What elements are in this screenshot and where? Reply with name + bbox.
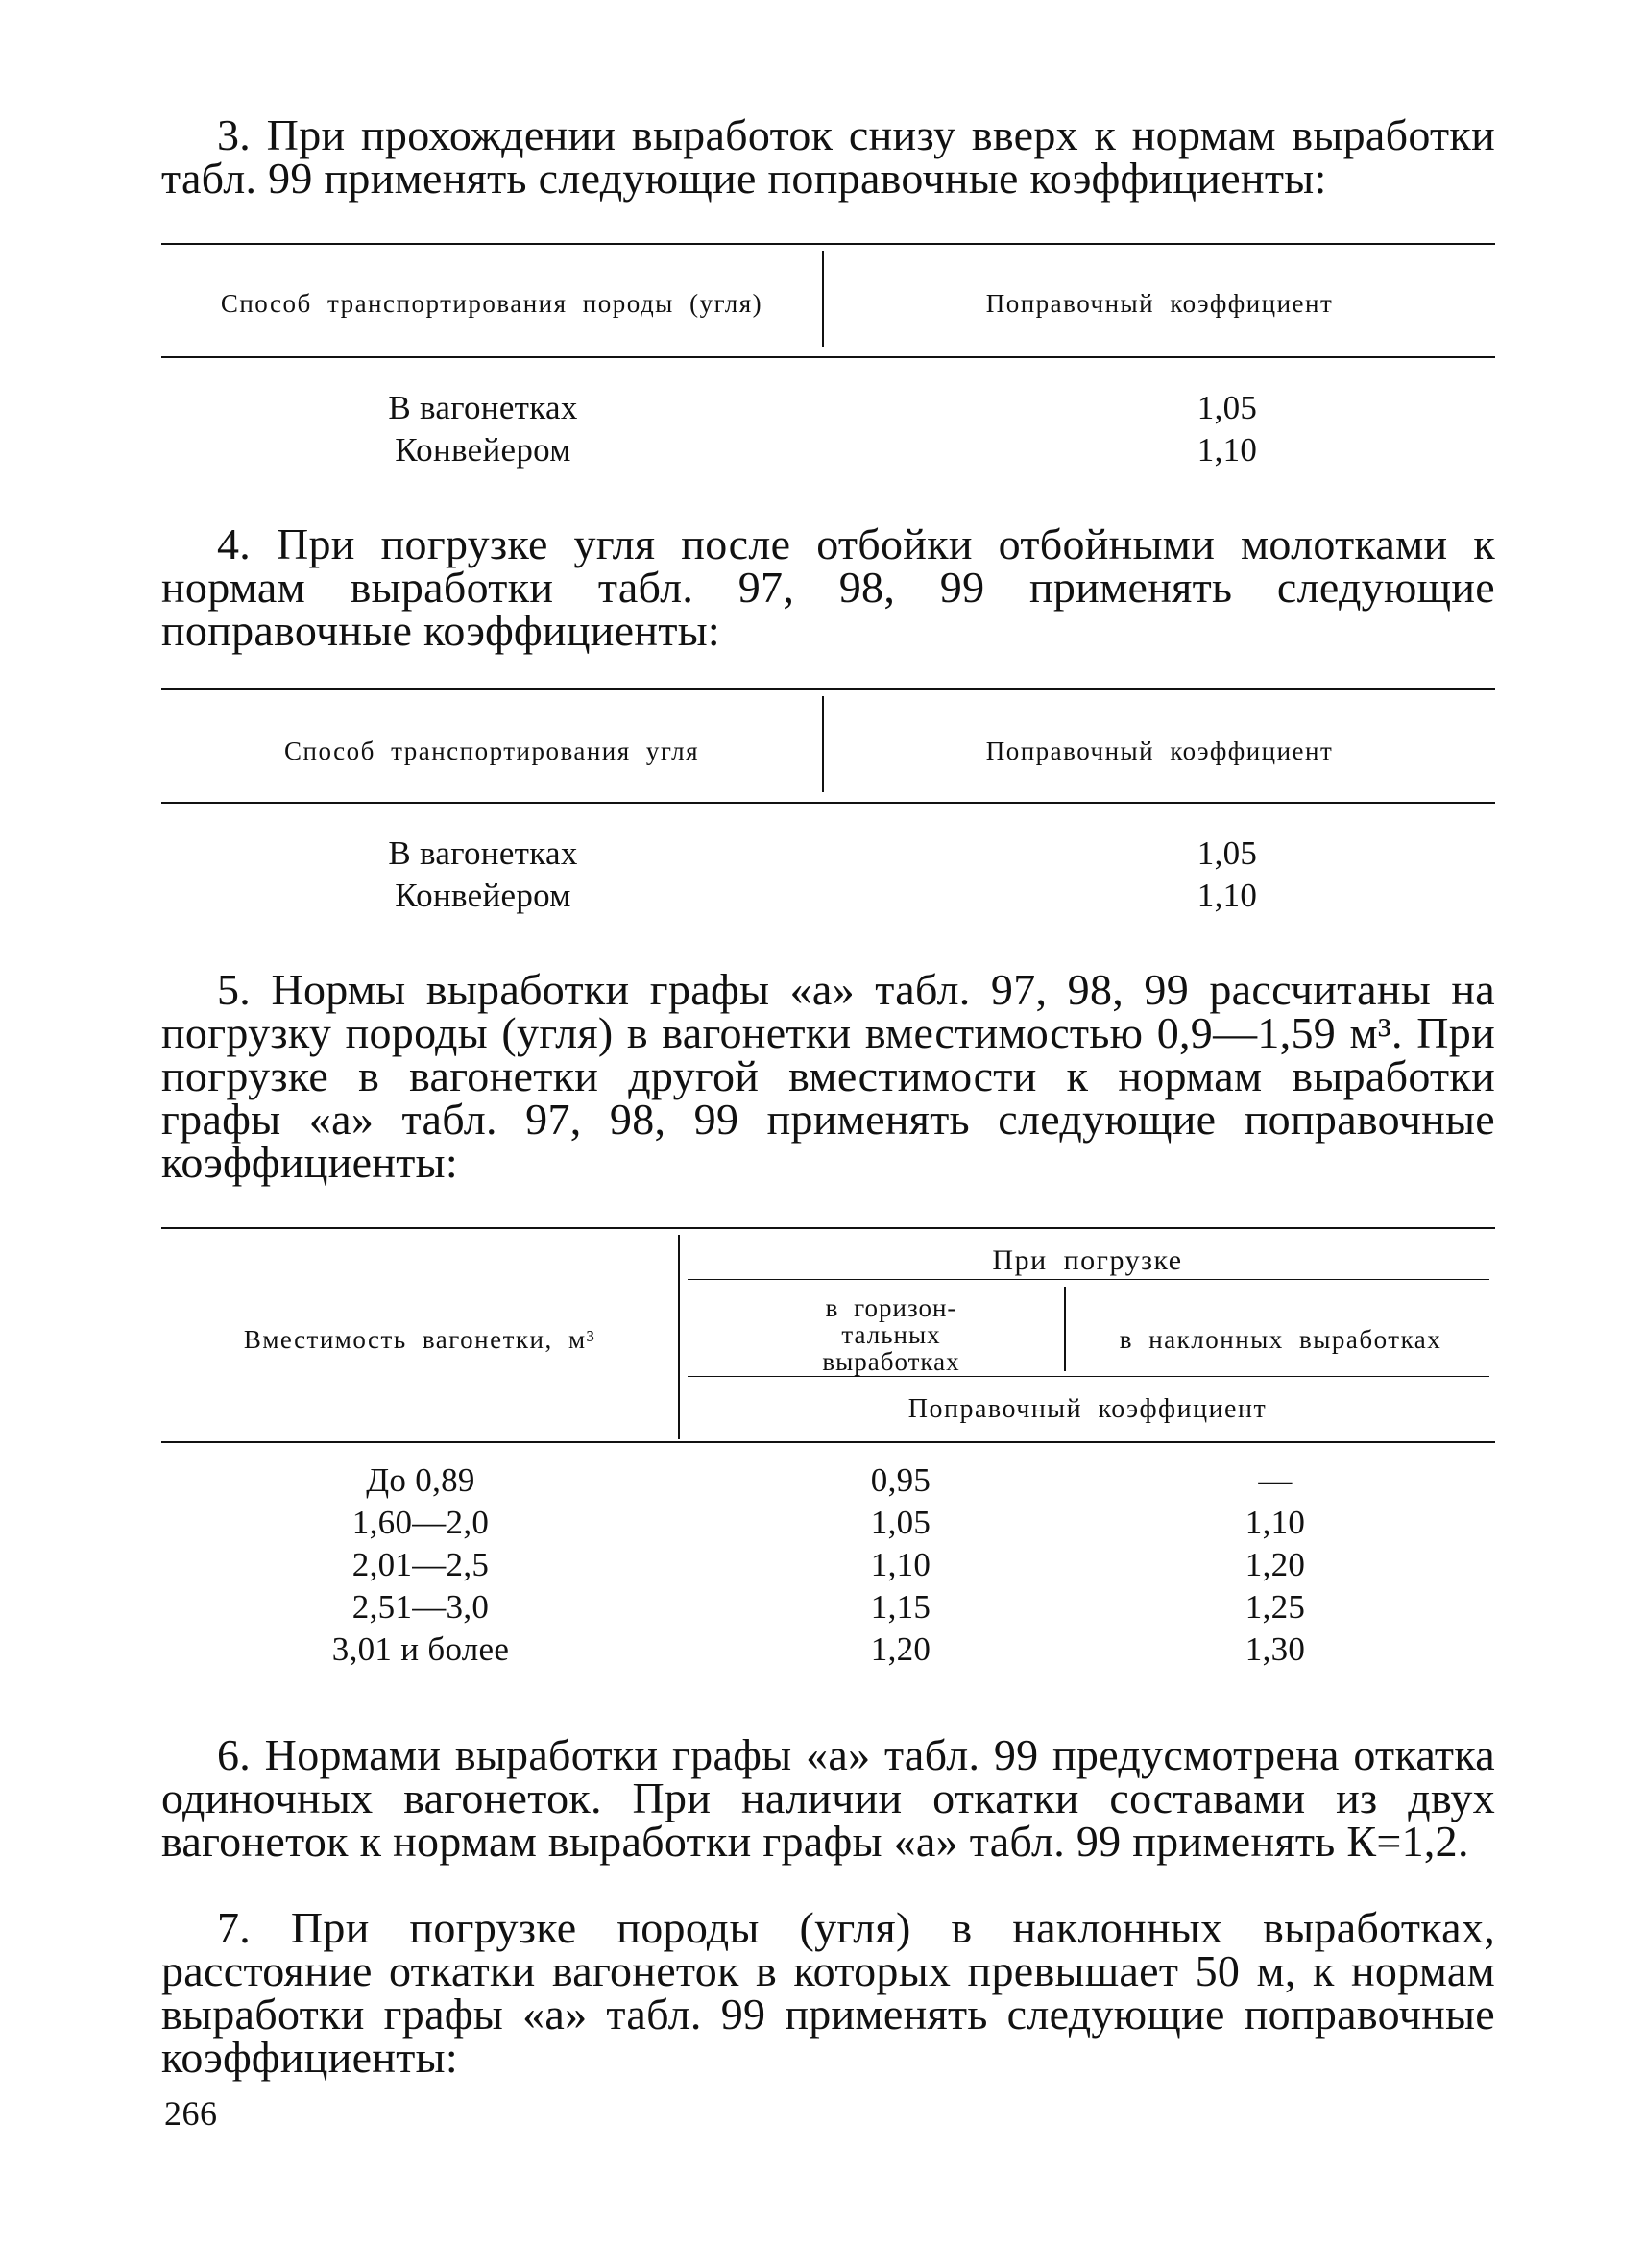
- table-top-rule: [161, 243, 1495, 245]
- table-cell: 1,20: [1245, 1546, 1306, 1583]
- table-cell: —: [1258, 1461, 1293, 1499]
- paragraph-5: 5. Нормы выработки графы «а» табл. 97, 98, 99 рассчитаны на погрузку породы (угля) в вагонетки вместимостью 0,9—1,59 м³. При погрузке в вагонетки другой вместимости к нормам выработки графы «а» табл. 97, 98, 99 применять следующие поправочные коэффициенты:: [161, 965, 1495, 1187]
- table-cell: Конвейером: [395, 877, 571, 914]
- table-cell: 1,30: [1245, 1630, 1306, 1668]
- subheader-rule: [688, 1376, 1489, 1377]
- table-cell: Конвейером: [395, 431, 571, 469]
- paragraph-4: 4. При погрузке угля после отбойки отбойными молотками к нормам выработки табл. 97, 98, 99 применять следующие поправочные коэффициенты:: [161, 519, 1495, 655]
- table-cell: В вагонетках: [388, 834, 578, 872]
- group-header-loading: При погрузке: [992, 1244, 1183, 1276]
- table-cell: 1,20: [870, 1630, 931, 1668]
- column-header-transport-method: Способ транспортирования породы (угля): [220, 289, 763, 318]
- table-header-rule: [161, 1441, 1495, 1443]
- table-top-rule: [161, 1227, 1495, 1229]
- table-cell: 1,10: [870, 1546, 931, 1583]
- table-cell: 2,51—3,0: [351, 1588, 490, 1626]
- table-cell: 3,01 и более: [331, 1630, 510, 1668]
- table-header-rule: [161, 356, 1495, 358]
- group-header-rule: [688, 1279, 1489, 1280]
- column-header-coefficient: Поправочный коэффициент: [985, 736, 1334, 765]
- table-4: [161, 688, 1495, 929]
- table-header-rule: [161, 802, 1495, 804]
- table-3: [161, 243, 1495, 483]
- subheader-inclined: в наклонных выработках: [1119, 1325, 1442, 1354]
- column-header-transport-method: Способ транспортирования угля: [283, 736, 700, 765]
- column-header-capacity: Вместимость вагонетки, м³: [243, 1325, 596, 1354]
- table-cell: 1,10: [1197, 431, 1258, 469]
- paragraph-3: 3. При прохождении выработок снизу вверх к нормам выработки табл. 99 применять следующие поправочные коэффициенты:: [161, 110, 1495, 203]
- table-cell: 1,25: [1245, 1588, 1306, 1626]
- paragraph-6: 6. Нормами выработки графы «а» табл. 99 предусмотрена откатка одиночных вагонеток. При наличии откатки составами из двух вагонеток к нормам выработки графы «а» табл. 99 применять К=1,2.: [161, 1730, 1495, 1866]
- table-5: [161, 1227, 1495, 1698]
- table-top-rule: [161, 688, 1495, 690]
- table-cell: 0,95: [870, 1461, 931, 1499]
- paragraph-7: 7. При погрузке породы (угля) в наклонных выработках, расстояние откатки вагонеток в которых превышает 50 м, к нормам выработки графы «а» табл. 99 применять следующие поправочные коэффициенты:: [161, 1903, 1495, 2082]
- table-cell: До 0,89: [366, 1461, 475, 1499]
- table-cell: 1,05: [1197, 389, 1258, 426]
- table-cell: 1,15: [870, 1588, 931, 1626]
- column-header-coefficient: Поправочный коэффициент: [985, 289, 1334, 318]
- subheader-horizontal: в горизон-тальных выработках: [822, 1293, 960, 1376]
- table-cell: 1,05: [870, 1504, 931, 1541]
- page-number: 266: [164, 2094, 218, 2133]
- table-cell: 1,10: [1245, 1504, 1306, 1541]
- bottom-header-coefficient: Поправочный коэффициент: [907, 1394, 1268, 1424]
- table-cell: 1,10: [1197, 877, 1258, 914]
- table-cell: 1,60—2,0: [351, 1504, 490, 1541]
- table-cell: 2,01—2,5: [351, 1546, 490, 1583]
- table-cell: В вагонетках: [388, 389, 578, 426]
- table-cell: 1,05: [1197, 834, 1258, 872]
